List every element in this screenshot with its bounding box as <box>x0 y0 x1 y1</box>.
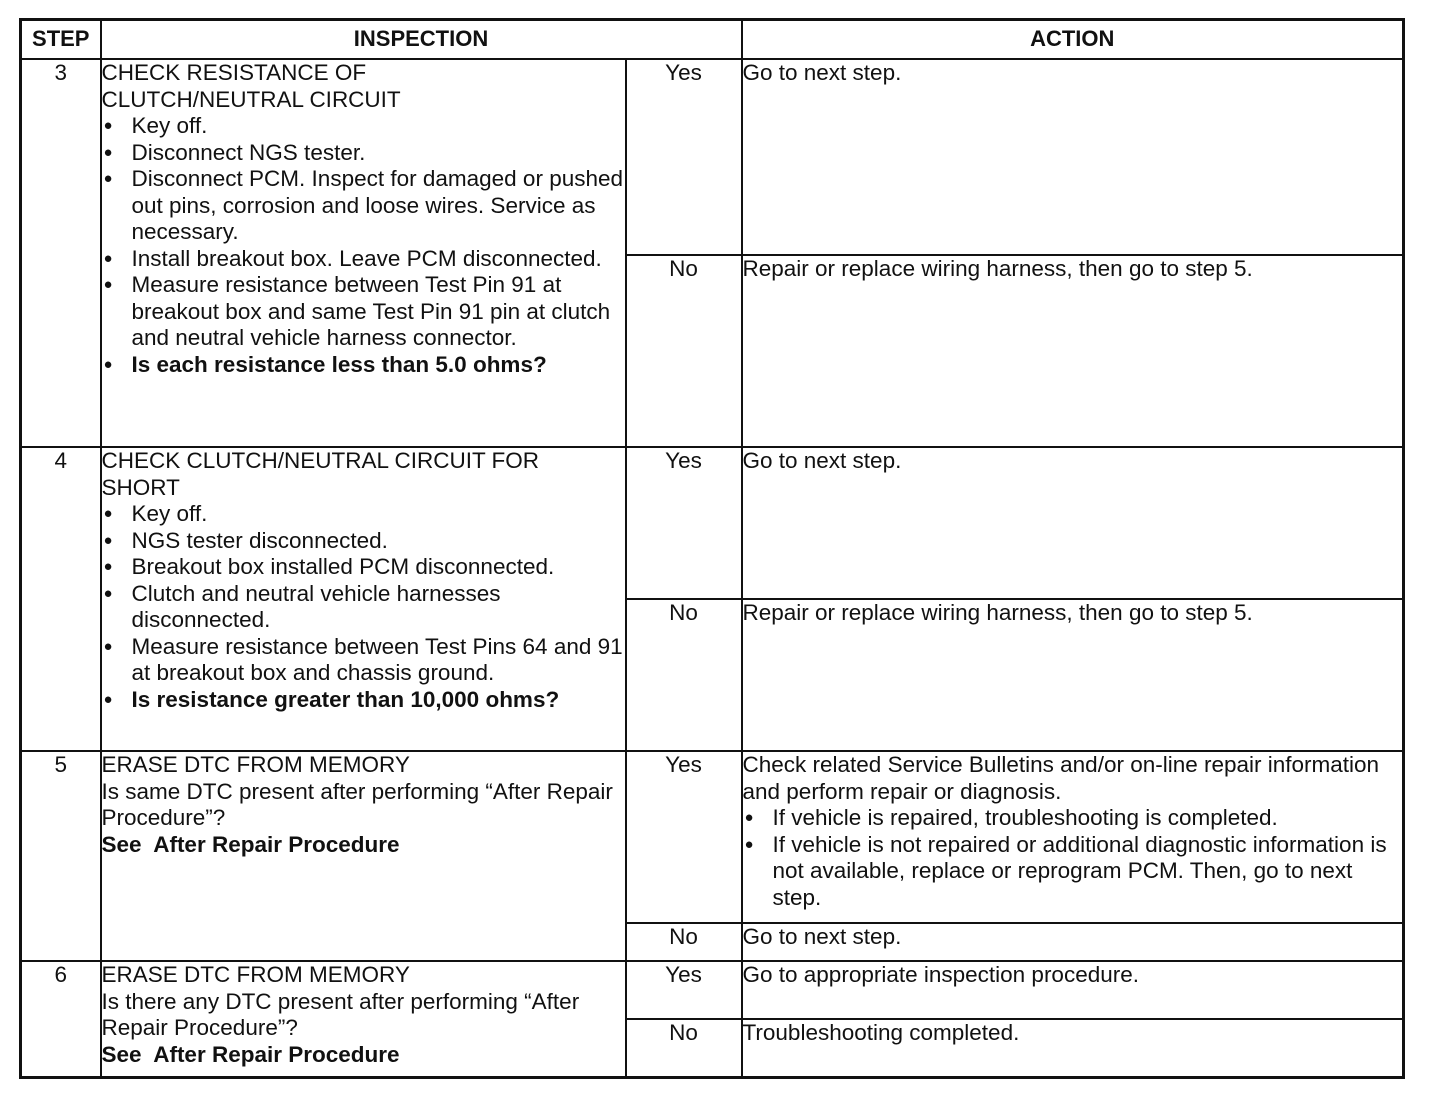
list-item: ● If vehicle is repaired, troubleshooting is completed. <box>743 805 1403 832</box>
list-item: ● Key off. <box>102 113 625 140</box>
table-row <box>21 751 1404 923</box>
list-item: ● Install breakout box. Leave PCM disconnected. <box>102 246 625 273</box>
table-row <box>21 447 1404 599</box>
inspection-cell <box>101 59 626 447</box>
list-item: ● Key off. <box>102 501 625 528</box>
action-bullets <box>743 805 1403 911</box>
table-row <box>21 59 1404 255</box>
list-item: ● Disconnect NGS tester. <box>102 140 625 167</box>
header-inspection: INSPECTION <box>101 20 742 60</box>
yes-label: Yes <box>626 751 742 923</box>
step-number: 3 <box>21 59 101 447</box>
list-item: ● Disconnect PCM. Inspect for damaged or pushed out pins, corrosion and loose wires. Service as necessary. <box>102 166 625 246</box>
inspection-title: CHECK RESISTANCE OF CLUTCH/NEUTRAL CIRCUIT <box>101 60 401 112</box>
inspection-cell <box>101 447 626 751</box>
inspection-cell <box>101 961 626 1077</box>
inspection-question: ● Is each resistance less than 5.0 ohms? <box>102 352 625 379</box>
step-number: 5 <box>21 751 101 961</box>
no-label: No <box>626 255 742 447</box>
inspection-title: ERASE DTC FROM MEMORY <box>101 962 410 987</box>
inspection-title: CHECK CLUTCH/NEUTRAL CIRCUIT FOR SHORT <box>101 448 540 500</box>
yes-label: Yes <box>626 59 742 255</box>
no-label: No <box>626 923 742 961</box>
list-item: ● NGS tester disconnected. <box>102 528 625 555</box>
inspection-cell <box>101 751 626 961</box>
no-action: Repair or replace wiring harness, then go to step 5. <box>742 599 1404 751</box>
inspection-text: Is there any DTC present after performing “After Repair Procedure”? <box>101 988 580 1040</box>
yes-label: Yes <box>626 447 742 599</box>
table-row <box>21 961 1404 1019</box>
yes-action: Check related Service Bulletins and/or on-line repair information and perform repair or diagnosis. <box>742 752 1380 804</box>
yes-action: Go to next step. <box>742 59 1404 255</box>
step-number: 4 <box>21 447 101 751</box>
no-action: Go to next step. <box>742 923 1404 961</box>
yes-action-cell <box>742 751 1404 923</box>
list-item: ● Measure resistance between Test Pins 64 and 91 at breakout box and chassis ground. <box>102 634 625 687</box>
no-label: No <box>626 1019 742 1077</box>
list-item: ● Clutch and neutral vehicle harnesses disconnected. <box>102 581 625 634</box>
list-item: ● If vehicle is not repaired or additional diagnostic information is not available, replace or reprogram PCM. Then, go to next step. <box>743 832 1403 912</box>
yes-label: Yes <box>626 961 742 1019</box>
list-item: ● Breakout box installed PCM disconnected. <box>102 554 625 581</box>
step-number: 6 <box>21 961 101 1077</box>
list-item: ● Measure resistance between Test Pin 91 at breakout box and same Test Pin 91 pin at clutch and neutral vehicle harness connector. <box>102 272 625 352</box>
yes-action: Go to next step. <box>742 447 1404 599</box>
see-reference: See After Repair Procedure <box>101 831 400 857</box>
diagnostic-table <box>19 18 1405 1079</box>
header-row <box>21 20 1404 60</box>
inspection-bullets <box>102 501 625 713</box>
inspection-title: ERASE DTC FROM MEMORY <box>101 752 410 777</box>
see-reference: See After Repair Procedure <box>101 1041 400 1067</box>
yes-action: Go to appropriate inspection procedure. <box>742 961 1404 1019</box>
header-step: STEP <box>21 20 101 60</box>
no-action: Troubleshooting completed. <box>742 1019 1404 1077</box>
header-action: ACTION <box>742 20 1404 60</box>
inspection-text: Is same DTC present after performing “After Repair Procedure”? <box>101 778 613 830</box>
inspection-question: ● Is resistance greater than 10,000 ohms? <box>102 687 625 714</box>
no-label: No <box>626 599 742 751</box>
no-action: Repair or replace wiring harness, then go to step 5. <box>742 255 1404 447</box>
inspection-bullets <box>102 113 625 378</box>
